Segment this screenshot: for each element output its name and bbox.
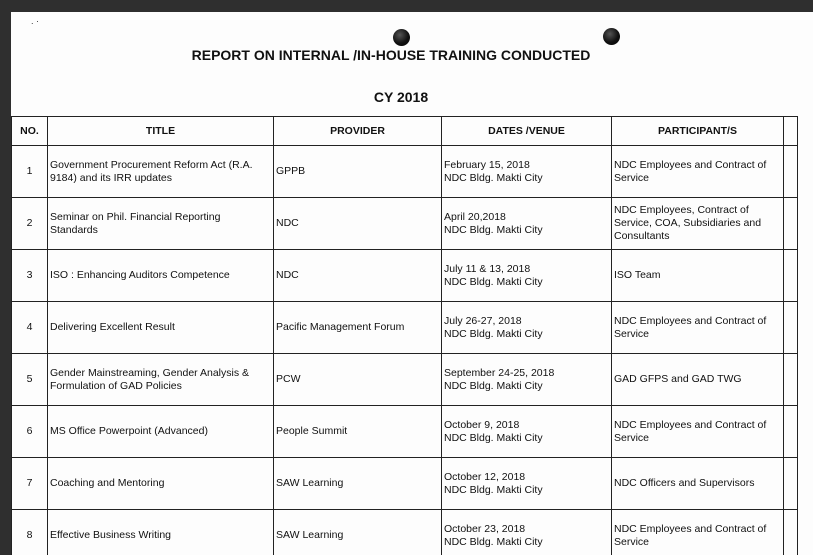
table-row [12, 250, 798, 302]
cell-extra [784, 302, 798, 354]
cell-date: October 12, 2018 [444, 470, 526, 483]
cell-dates-venue [442, 198, 612, 250]
table-row [12, 458, 798, 510]
cell-no: 2 [12, 198, 48, 250]
cell-extra [784, 250, 798, 302]
cell-title: Gender Mainstreaming, Gender Analysis & Formulation of GAD Policies [48, 354, 274, 406]
cell-no: 5 [12, 354, 48, 406]
header-participants: PARTICIPANT/S [612, 117, 784, 146]
cell-no: 7 [12, 458, 48, 510]
cell-venue: NDC Bldg. Makti City [444, 275, 543, 288]
cell-participants: ISO Team [612, 250, 784, 302]
cell-venue: NDC Bldg. Makti City [444, 535, 543, 548]
cell-dates-venue [442, 458, 612, 510]
punch-hole-icon [603, 28, 620, 45]
cell-extra [784, 354, 798, 406]
cell-date: February 15, 2018 [444, 158, 530, 171]
cell-date: July 11 & 13, 2018 [444, 262, 531, 275]
corner-mark: . · [31, 16, 39, 26]
cell-no: 8 [12, 510, 48, 555]
cell-provider: People Summit [274, 406, 442, 458]
table-row [12, 510, 798, 555]
scan-left-border [0, 0, 11, 555]
document-subtitle: CY 2018 [373, 89, 429, 105]
cell-provider: NDC [274, 250, 442, 302]
cell-participants: NDC Employees, Contract of Service, COA, Subsidiaries and Consultants [612, 198, 784, 250]
cell-provider: NDC [274, 198, 442, 250]
cell-dates-venue [442, 406, 612, 458]
cell-venue: NDC Bldg. Makti City [444, 379, 543, 392]
cell-title: Delivering Excellent Result [48, 302, 274, 354]
cell-no: 6 [12, 406, 48, 458]
table-row [12, 302, 798, 354]
scan-top-border [0, 0, 813, 12]
cell-no: 4 [12, 302, 48, 354]
header-title: TITLE [48, 117, 274, 146]
header-extra [784, 117, 798, 146]
header-provider: PROVIDER [274, 117, 442, 146]
table-row [12, 198, 798, 250]
cell-participants: NDC Officers and Supervisors [612, 458, 784, 510]
punch-hole-icon [393, 29, 410, 46]
cell-date: October 23, 2018 [444, 522, 526, 535]
cell-title: Coaching and Mentoring [48, 458, 274, 510]
table-header-row [12, 117, 798, 146]
cell-extra [784, 510, 798, 555]
cell-extra [784, 458, 798, 510]
cell-participants: GAD GFPS and GAD TWG [612, 354, 784, 406]
cell-dates-venue [442, 354, 612, 406]
header-dates-venue: DATES /VENUE [442, 117, 612, 146]
cell-provider: GPPB [274, 146, 442, 198]
cell-venue: NDC Bldg. Makti City [444, 327, 543, 340]
cell-extra [784, 146, 798, 198]
cell-participants: NDC Employees and Contract of Service [612, 146, 784, 198]
cell-extra [784, 198, 798, 250]
cell-title: MS Office Powerpoint (Advanced) [48, 406, 274, 458]
cell-no: 3 [12, 250, 48, 302]
cell-date: July 26-27, 2018 [444, 314, 522, 327]
cell-dates-venue [442, 302, 612, 354]
cell-date: October 9, 2018 [444, 418, 520, 431]
cell-date: September 24-25, 2018 [444, 366, 555, 379]
cell-participants: NDC Employees and Contract of Service [612, 406, 784, 458]
cell-provider: SAW Learning [274, 510, 442, 555]
document-page [11, 12, 813, 555]
table-row [12, 146, 798, 198]
cell-provider: Pacific Management Forum [274, 302, 442, 354]
cell-venue: NDC Bldg. Makti City [444, 223, 543, 236]
cell-title: Government Procurement Reform Act (R.A. 9184) and its IRR updates [48, 146, 274, 198]
cell-title: Seminar on Phil. Financial Reporting Standards [48, 198, 274, 250]
training-table [11, 116, 798, 555]
cell-dates-venue [442, 146, 612, 198]
document-title: REPORT ON INTERNAL /IN-HOUSE TRAINING CONDUCTED [191, 47, 591, 63]
cell-participants: NDC Employees and Contract of Service [612, 302, 784, 354]
cell-dates-venue [442, 250, 612, 302]
cell-extra [784, 406, 798, 458]
cell-no: 1 [12, 146, 48, 198]
table-body [12, 146, 798, 555]
cell-title: ISO : Enhancing Auditors Competence [48, 250, 274, 302]
cell-title: Effective Business Writing [48, 510, 274, 555]
cell-dates-venue [442, 510, 612, 555]
cell-date: April 20,2018 [444, 210, 506, 223]
cell-provider: SAW Learning [274, 458, 442, 510]
cell-venue: NDC Bldg. Makti City [444, 483, 543, 496]
cell-participants: NDC Employees and Contract of Service [612, 510, 784, 555]
cell-venue: NDC Bldg. Makti City [444, 171, 543, 184]
cell-venue: NDC Bldg. Makti City [444, 431, 543, 444]
header-no: NO. [12, 117, 48, 146]
cell-provider: PCW [274, 354, 442, 406]
table-row [12, 406, 798, 458]
table-row [12, 354, 798, 406]
